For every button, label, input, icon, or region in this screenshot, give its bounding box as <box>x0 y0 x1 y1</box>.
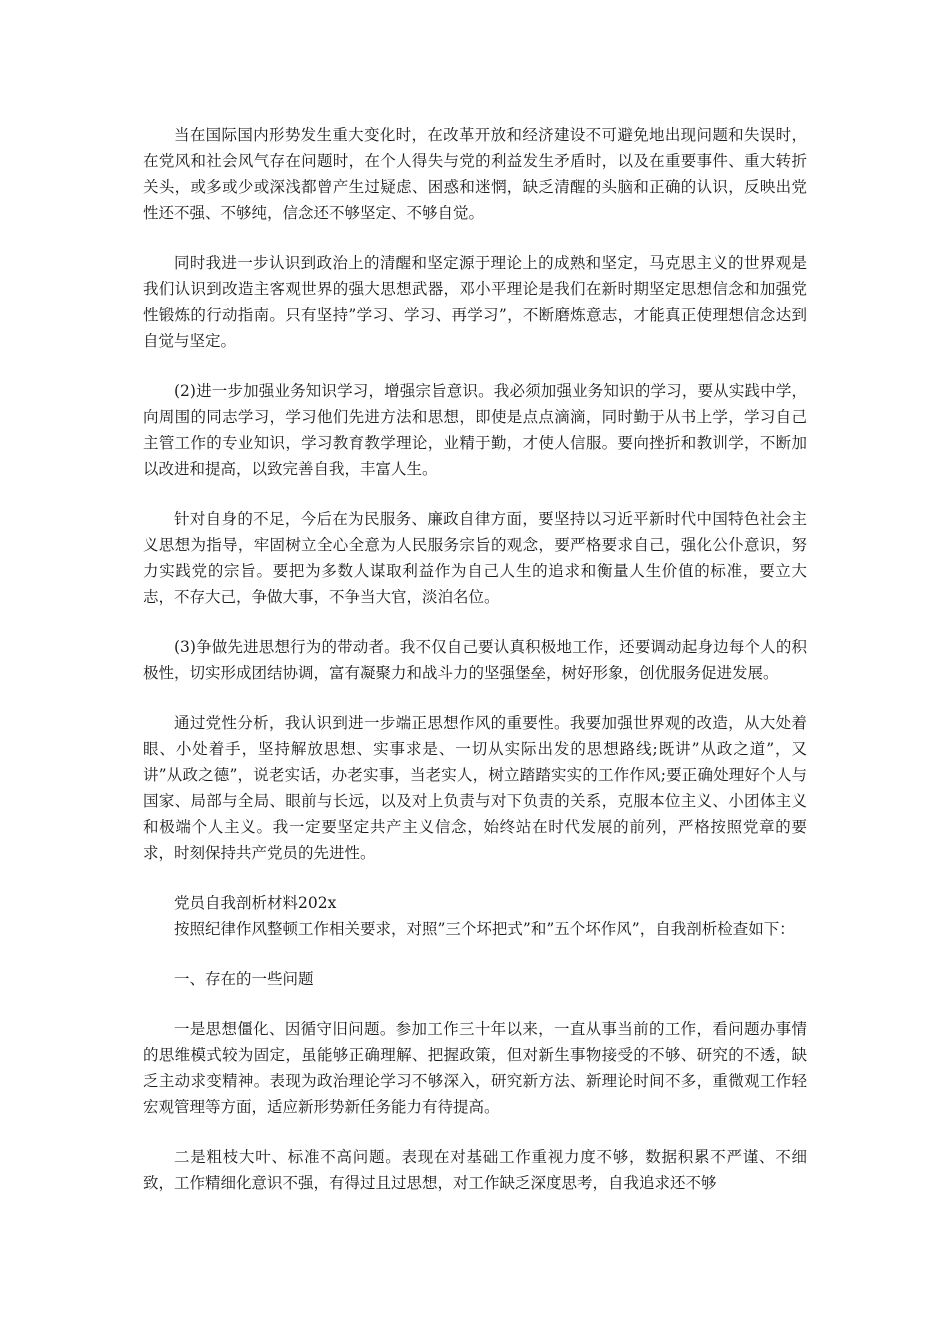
paragraph-5: (3)争做先进思想行为的带动者。我不仅自己要认真积极地工作，还要调动起身边每个人的积极性，切实形成团结协调，富有凝聚力和战斗力的坚强堡垒，树好形象，创优服务促进发展。 <box>143 638 807 682</box>
heading-problems: 一、存在的一些问题 <box>174 970 314 988</box>
paragraph-intro: 按照纪律作风整顿工作相关要求，对照”三个坏把式”和”五个坏作风”，自我剖析检查如下： <box>174 920 795 938</box>
document-body <box>143 122 807 1220</box>
paragraph-6: 通过党性分析，我认识到进一步端正思想作风的重要性。我要加强世界观的改造，从大处着眼、小处着手，坚持解放思想、实事求是、一切从实际出发的思想路线;既讲”从政之道”，又讲”从政之德”，说老实话，办老实事，当老实人，树立踏踏实实的工作作风;要正确处理好个人与国家、局部与全局、眼前与长远，以及对上负责与对下负责的关系，克服本位主义、小团体主义和极端个人主义。我一定要坚定共产主义信念，始终站在时代发展的前列，严格按照党章的要求，时刻保持共产党员的先进性。 <box>143 714 807 862</box>
paragraph-2: 同时我进一步认识到政治上的清醒和坚定源于理论上的成熟和坚定，马克思主义的世界观是我们认识到改造主客观世界的强大思想武器，邓小平理论是我们在新时期坚定思想信念和加强党性锻炼的行动指南。只有坚持”学习、学习、再学习”，不断磨炼意志，才能真正使理想信念达到自觉与坚定。 <box>143 254 807 350</box>
paragraph-4: 针对自身的不足，今后在为民服务、廉政自律方面，要坚持以习近平新时代中国特色社会主义思想为指导，牢固树立全心全意为人民服务宗旨的观念，要严格要求自己，强化公仆意识，努力实践党的宗旨。要把为多数人谋取利益作为自己人生的追求和衡量人生价值的标准，要立大志，不存大己，争做大事，不争当大官，淡泊名位。 <box>143 510 807 606</box>
paragraph-problem-2: 二是粗枝大叶、标准不高问题。表现在对基础工作重视力度不够，数据积累不严谨、不细致，工作精细化意识不强，有得过且过思想，对工作缺乏深度思考，自我追求还不够 <box>143 1148 807 1192</box>
paragraph-problem-1: 一是思想僵化、因循守旧问题。参加工作三十年以来，一直从事当前的工作，看问题办事情的思维模式较为固定，虽能够正确理解、把握政策，但对新生事物接受的不够、研究的不透，缺乏主动求变精神。表现为政治理论学习不够深入，研究新方法、新理论时间不多，重微观工作轻宏观管理等方面，适应新形势新任务能力有待提高。 <box>143 1020 807 1116</box>
section-title: 党员自我剖析材料202x <box>174 894 337 912</box>
paragraph-1: 当在国际国内形势发生重大变化时，在改革开放和经济建设不可避免地出现问题和失误时，在党风和社会风气存在问题时，在个人得失与党的利益发生矛盾时，以及在重要事件、重大转折关头，或多或少或深浅都曾产生过疑虑、困惑和迷惘，缺乏清醒的头脑和正确的认识，反映出党性还不强、不够纯，信念还不够坚定、不够自觉。 <box>143 126 807 222</box>
paragraph-3: (2)进一步加强业务知识学习，增强宗旨意识。我必须加强业务知识的学习，要从实践中学，向周围的同志学习，学习他们先进方法和思想，即使是点点滴滴，同时勤于从书上学，学习自己主管工作的专业知识，学习教育教学理论，业精于勤，才使人信服。要向挫折和教训学，不断加以改进和提高，以致完善自我，丰富人生。 <box>143 382 807 478</box>
